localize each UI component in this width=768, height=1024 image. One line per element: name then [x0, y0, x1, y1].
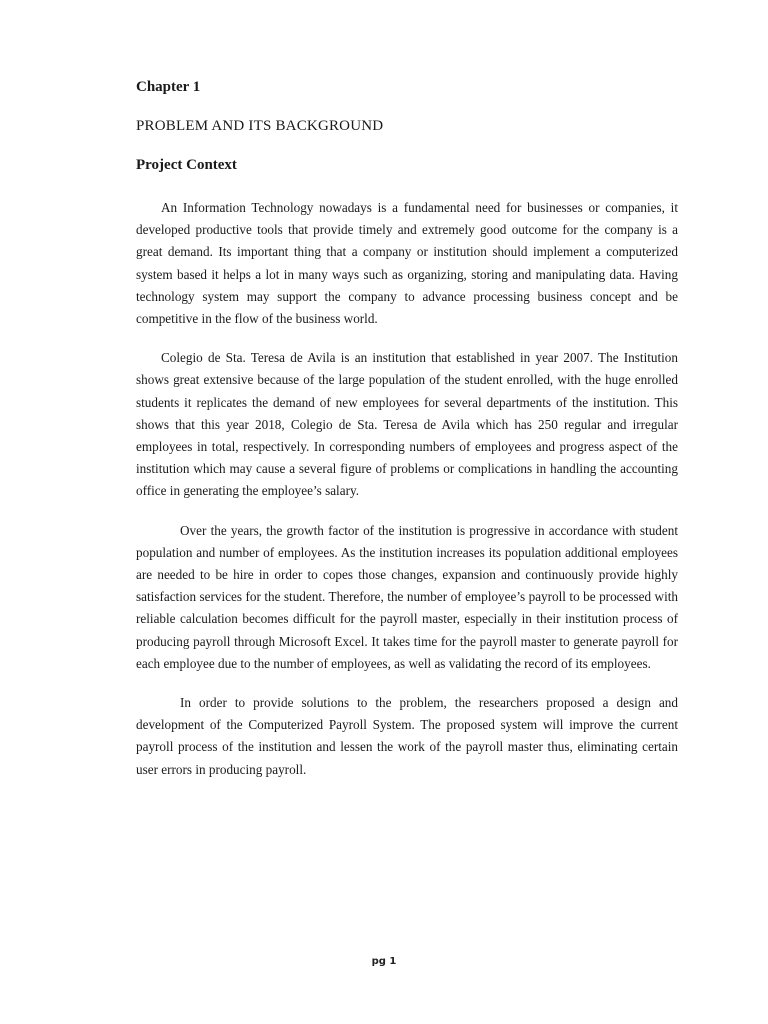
page-number: pg 1 [371, 956, 397, 967]
section-title: Project Context [136, 157, 237, 173]
chapter-heading: Chapter 1 [136, 79, 201, 95]
document-title: PROBLEM AND ITS BACKGROUND [136, 118, 384, 134]
paragraph-4: In order to provide solutions to the problem, the researchers proposed a design and development of the Computerized Payroll System. The proposed system will improve the current payroll process of the institution and lessen the work of the payroll master thus, eliminating certain user errors in producing payroll. [136, 695, 678, 777]
page-content [136, 77, 678, 781]
paragraph-1: An Information Technology nowadays is a fundamental need for businesses or companies, it developed productive tools that provide timely and extremely good outcome for the company is a great demand. Its important thing that a company or institution should implement a computerized system based it helps a lot in many ways such as organizing, storing and manipulating data. Having technology system may support the company to advance processing business concept and be competitive in the flow of the business world. [136, 200, 678, 327]
paragraph-3: Over the years, the growth factor of the institution is progressive in accordance with student population and number of employees. As the institution increases its population additional employees are needed to be hire in order to copes those changes, expansion and continuously provide highly satisfaction services for the student. Therefore, the number of employee’s payroll to be processed with reliable calculation becomes difficult for the payroll master, especially in their institution process of producing payroll through Microsoft Excel. It takes time for the payroll master to generate payroll for each employee due to the number of employees, as well as validating the record of its employees. [136, 522, 678, 671]
paragraph-2: Colegio de Sta. Teresa de Avila is an institution that established in year 2007. The Institution shows great extensive because of the large population of the student enrolled, with the huge enrolled students it replicates the demand of new employees for several departments of the institution. This shows that this year 2018, Colegio de Sta. Teresa de Avila which has 250 regular and irregular employees in total, respectively. In corresponding numbers of employees and progress aspect of the institution which may cause a several figure of problems or complications in handling the accounting office in generating the employee’s salary. [136, 350, 678, 499]
